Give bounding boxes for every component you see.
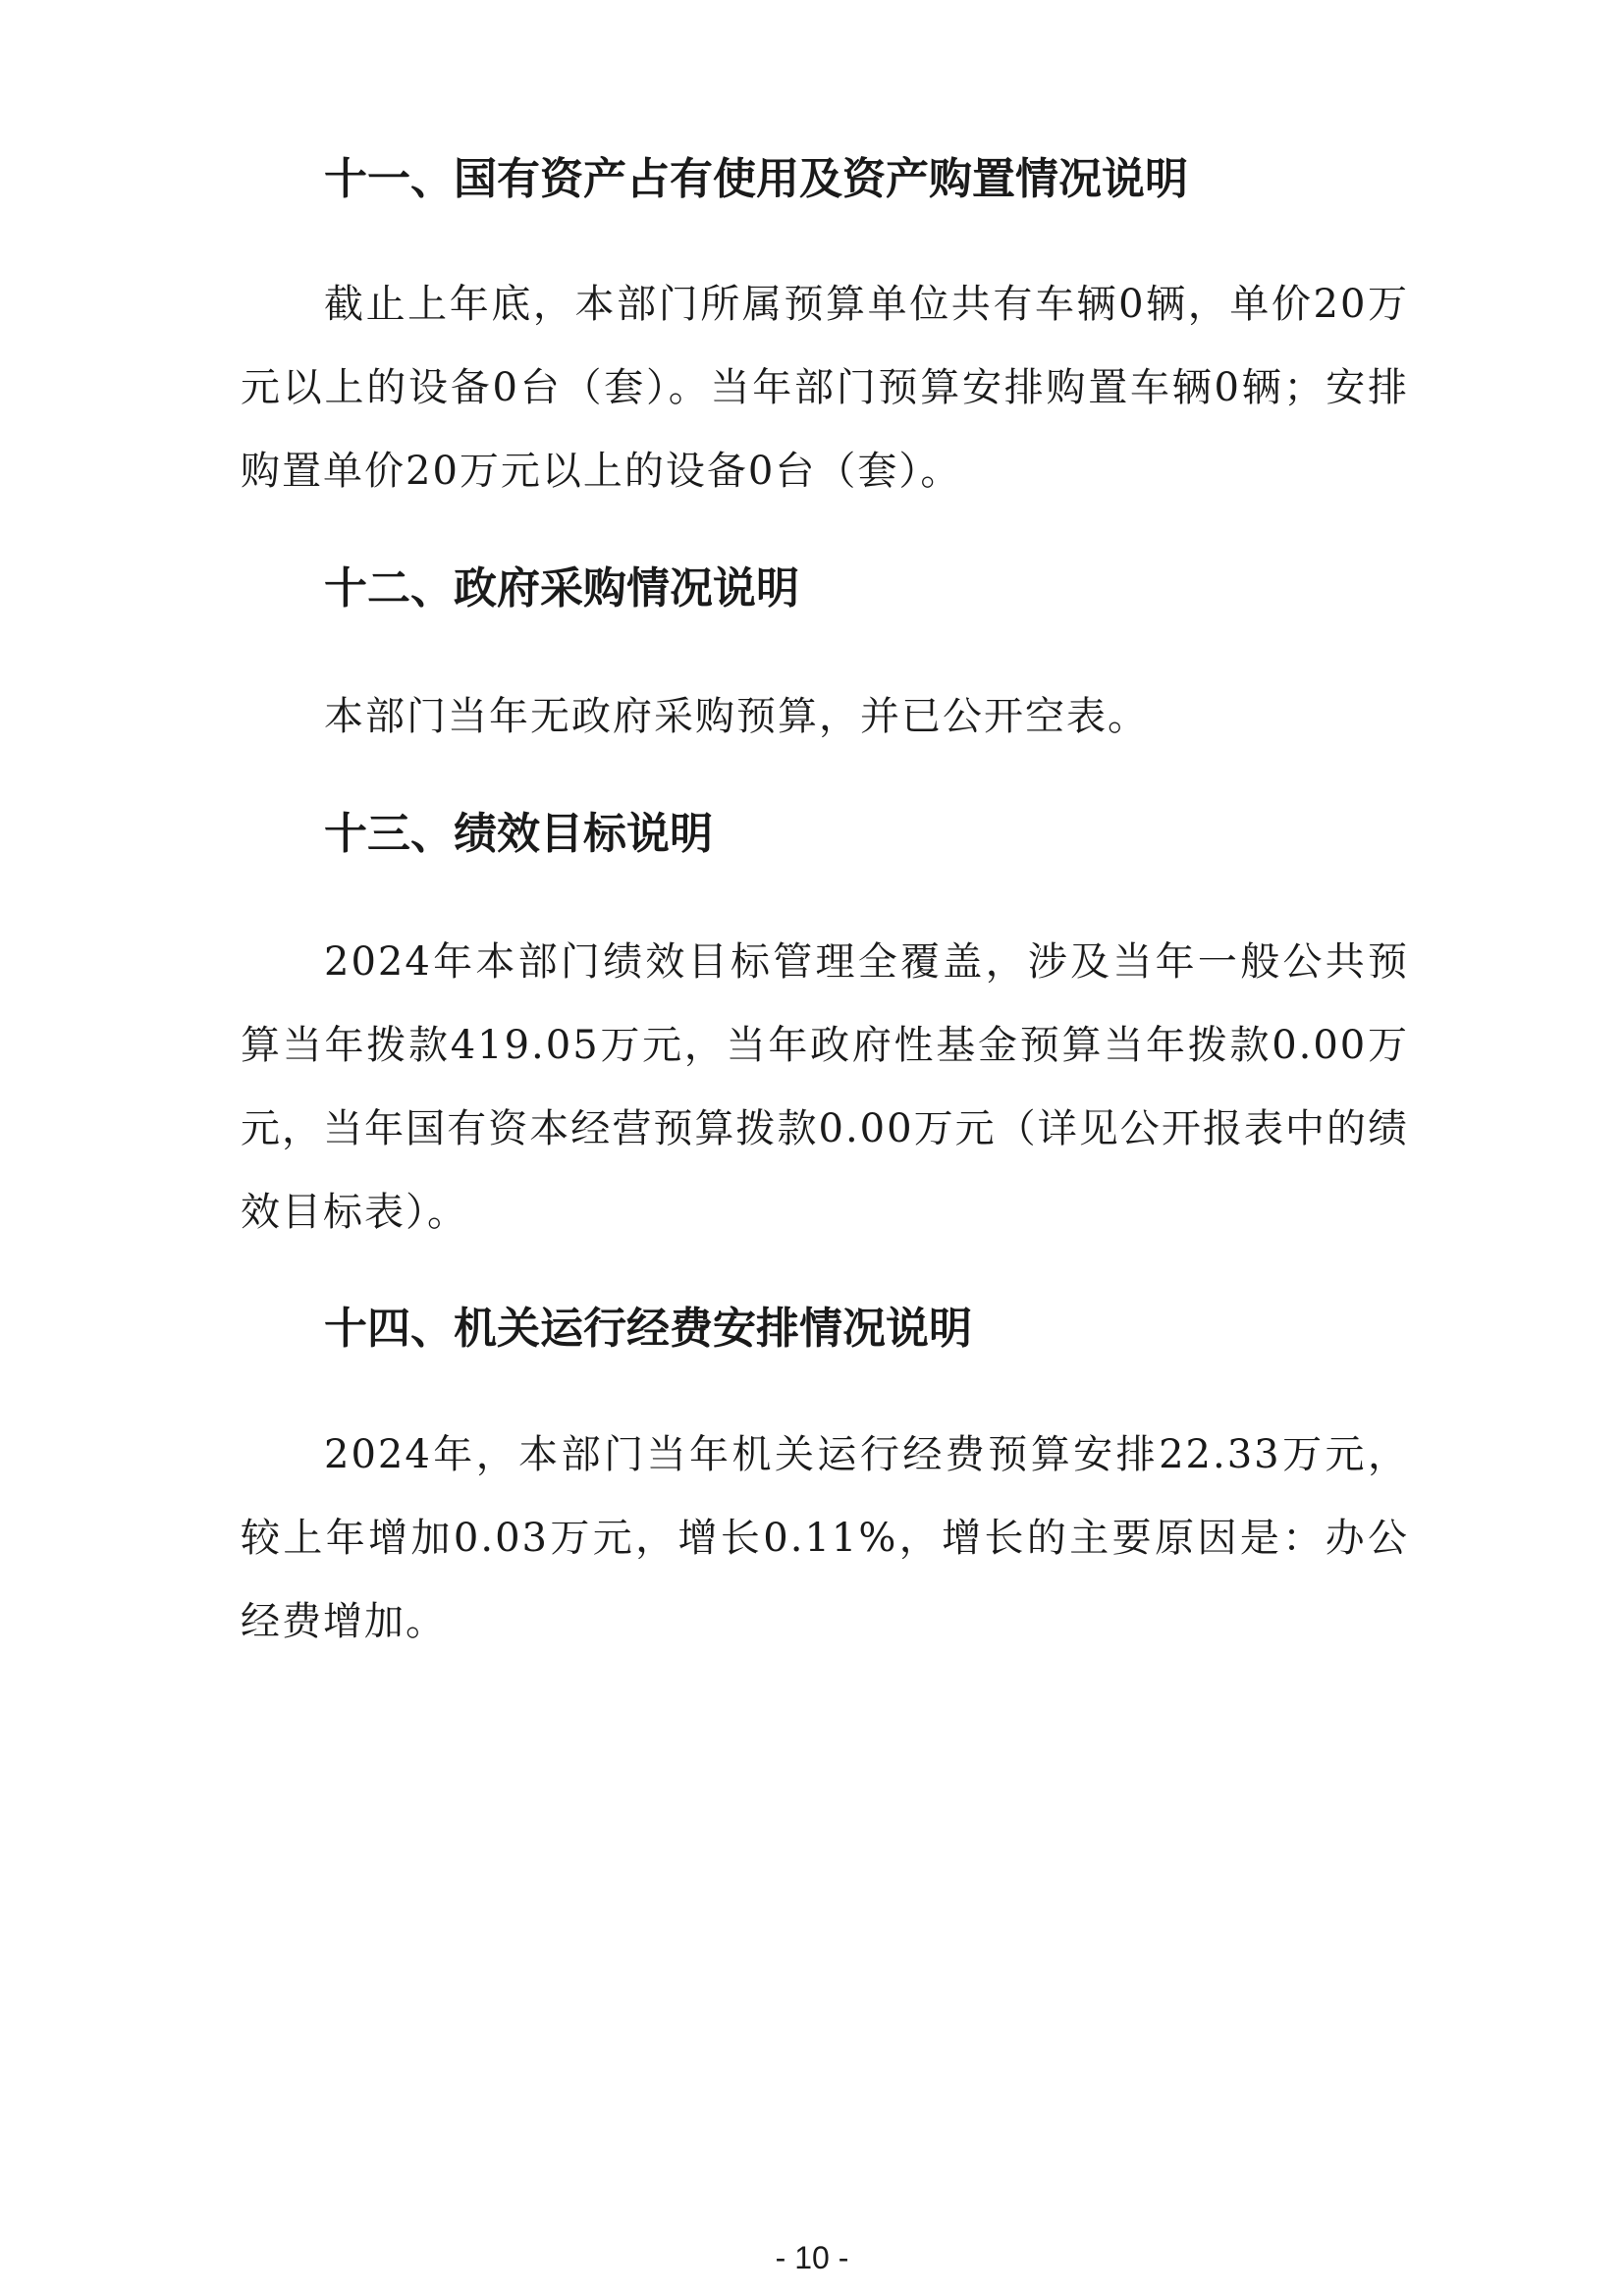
section-body-performance: 2024年本部门绩效目标管理全覆盖，涉及当年一般公共预算当年拨款419.05万元，当年政府性基金预算当年拨款0.00万元，当年国有资本经营预算拨款0.00万元（详见公开报表中的绩效目标表）。 [241, 939, 1409, 1235]
section-body-procurement: 本部门当年无政府采购预算，并已公开空表。 [324, 694, 1149, 739]
section-heading-procurement: 十二、政府采购情况说明 [324, 563, 799, 614]
section-body-assets: 截止上年底，本部门所属预算单位共有车辆0辆，单价20万元以上的设备0台（套）。当年部门预算安排购置车辆0辆；安排购置单价20万元以上的设备0台（套）。 [241, 282, 1409, 494]
page-number: - 10 - [775, 2240, 849, 2275]
section-heading-assets: 十一、国有资产占有使用及资产购置情况说明 [324, 154, 1188, 204]
section-heading-performance: 十三、绩效目标说明 [324, 809, 713, 859]
section-heading-operating-funds: 十四、机关运行经费安排情况说明 [324, 1304, 972, 1354]
section-body-operating-funds: 2024年，本部门当年机关运行经费预算安排22.33万元，较上年增加0.03万元，增长0.11%，增长的主要原因是：办公经费增加。 [241, 1432, 1409, 1644]
